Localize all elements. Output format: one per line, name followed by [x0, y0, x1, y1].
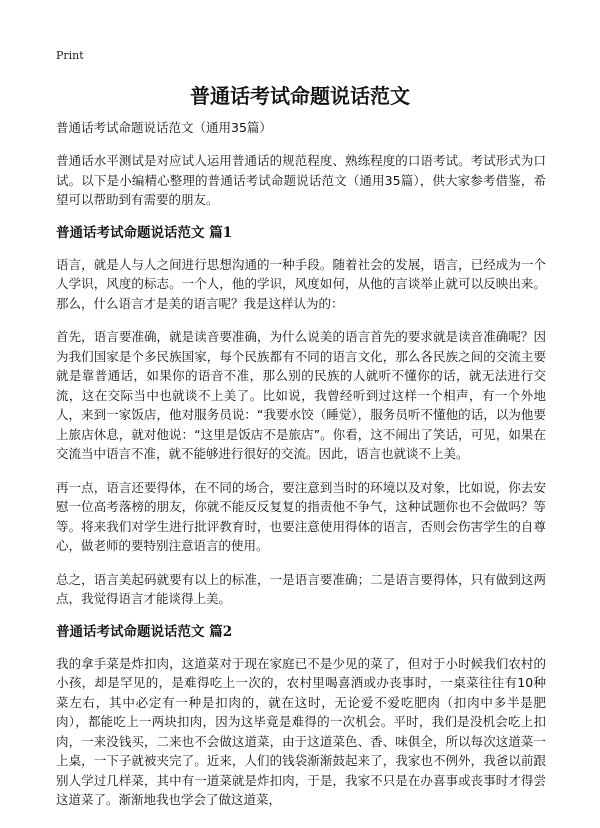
section-paragraph: 首先，语言要准确，就是读音要准确，为什么说美的语言首先的要求就是读音准确呢？因为我们国家是个多民族国家，每个民族都有不同的语言文化，那么各民族之间的交流主要就是靠普通话，如果你的语音不准，那么别的民族的人就听不懂你的话，就无法进行交流，这在交际当中也就谈不上美了。比如说，我曾经听到过这样一个相声，有一个外地人，来到一家饭店，他对服务员说：“我要水饺（睡觉），服务员听不懂他的话，以为他要上旅店休息，就对他说：“这里是饭店不是旅店”。你看，这不闹出了笑话，可见，如果在交流当中语言不准，就不能够进行很好的交流。因此，语言也就谈不上美。 — [56, 329, 546, 461]
intro-paragraph: 普通话水平测试是对应试人运用普通话的规范程度、熟练程度的口语考试。考试形式为口试。以下是小编精心整理的普通话考试命题说话范文（通用35篇），供大家参考借鉴，希望可以帮助到有需要的朋友。 — [56, 153, 546, 207]
section-heading: 普通话考试命题说话范文 篇1 — [56, 224, 233, 241]
document-subtitle: 普通话考试命题说话范文（通用35篇） — [56, 120, 272, 135]
section-heading: 普通话考试命题说话范文 篇2 — [56, 623, 233, 640]
section-2 — [56, 623, 546, 810]
document-title: 普通话考试命题说话范文 — [190, 84, 410, 108]
section-paragraph: 总之，语言美起码就要有以上的标准，一是语言要准确；二是语言要得体，只有做到这两点，我觉得语言才能谈得上美。 — [56, 571, 546, 606]
section-paragraph: 语言，就是人与人之间进行思想沟通的一种手段。随着社会的发展，语言，已经成为一个人学识，风度的标志。一个人，他的学识，风度如何，从他的言谈举止就可以反映出来。那么，什么语言才是美的语言呢？我是这样认为的： — [56, 256, 546, 311]
document-body — [56, 119, 546, 824]
print-link[interactable]: Print — [56, 49, 84, 62]
section-paragraph: 再一点，语言还要得体，在不同的场合，要注意到当时的环境以及对象，比如说，你去安慰一位高考落榜的朋友，你就不能反反复复的指责他不争气，这种试题你也不会做吗？等等。将来我们对学生进行批评教育时，也要注意使用得体的语言，否则会伤害学生的自尊心，做老师的要特别注意语言的使用。 — [56, 479, 546, 553]
section-1 — [56, 224, 546, 609]
section-paragraph: 我的拿手菜是炸扣肉，这道菜对于现在家庭已不是少见的菜了，但对于小时候我们农村的小孩，却是罕见的，是难得吃上一次的，农村里喝喜酒或办丧事时，一桌菜往往有10种菜左右，其中必定有一种是扣肉的，就在这时，无论爱不爱吃肥肉（扣肉中多半是肥肉），都能吃上一两块扣肉，因为这毕竟是难得的一次机会。平时，我们是没机会吃上扣肉，一来没钱买，二来也不会做这道菜，由于这道菜色、香、味俱全，所以每次这道菜一上桌，一下子就被夹完了。近来，人们的钱袋渐渐鼓起来了，我家也不例外，我爸以前跟别人学过几样菜，其中有一道菜就是炸扣肉，于是，我家不只是在办喜事或丧事时才得尝这道菜了。渐渐地我也学会了做这道菜， — [56, 655, 546, 807]
